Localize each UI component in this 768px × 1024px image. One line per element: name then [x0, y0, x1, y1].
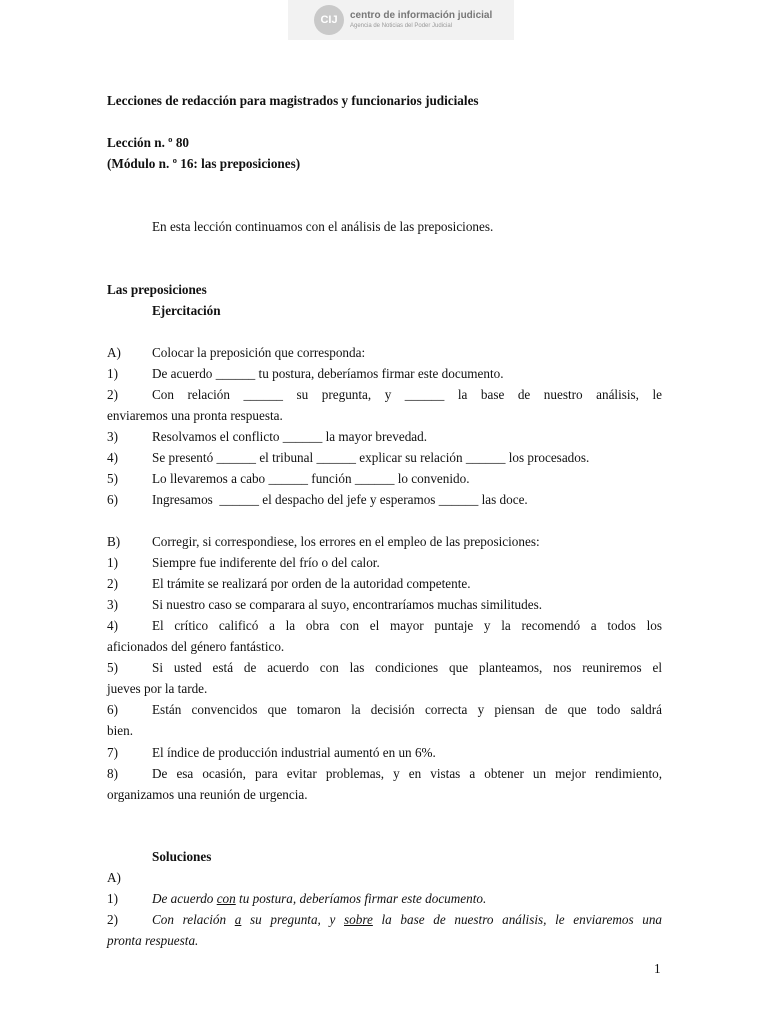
- list-item-number: 1): [107, 555, 118, 570]
- solution-text: Con relación a su pregunta, y sobre la base de nuestro análisis, le enviaremos una: [152, 912, 663, 927]
- part-a-instruction: Colocar la preposición que corresponda:: [152, 345, 366, 360]
- list-item-number: 2): [107, 387, 118, 402]
- part-b-label: B): [107, 534, 121, 549]
- header-logo: [288, 0, 514, 40]
- list-item-continuation: organizamos una reunión de urgencia.: [107, 787, 308, 802]
- list-item-text: De acuerdo ______ tu postura, deberíamos firmar este documento.: [152, 366, 504, 381]
- list-item-number: 7): [107, 745, 118, 760]
- list-item-text: Se presentó ______ el tribunal ______ explicar su relación ______ los procesados.: [152, 450, 590, 465]
- list-item-number: 3): [107, 429, 118, 444]
- solution-text: De acuerdo con tu postura, deberíamos firmar este documento.: [152, 891, 487, 906]
- logo-subtitle: Agencia de Noticias del Poder Judicial: [350, 23, 453, 29]
- list-item-text: Si usted está de acuerdo con las condiciones que planteamos, nos reuniremos el: [152, 660, 662, 675]
- solution-number: 1): [107, 891, 118, 906]
- list-item-number: 3): [107, 597, 118, 612]
- intro-text: En esta lección continuamos con el análisis de las preposiciones.: [152, 219, 494, 234]
- list-item-continuation: jueves por la tarde.: [107, 681, 208, 696]
- solution-answer: sobre: [344, 912, 373, 927]
- list-item-text: Lo llevaremos a cabo ______ función ______ lo convenido.: [152, 471, 470, 486]
- list-item-text: Con relación ______ su pregunta, y ______ la base de nuestro análisis, le: [152, 387, 662, 402]
- list-item-text: El crítico calificó a la obra con el mayor puntaje y la recomendó a todos los: [152, 618, 662, 633]
- list-item-text: Resolvamos el conflicto ______ la mayor brevedad.: [152, 429, 428, 444]
- cij-logo-icon: CIJ: [314, 5, 344, 35]
- list-item-number: 5): [107, 471, 118, 486]
- part-a-label: A): [107, 345, 121, 360]
- list-item-text: El índice de producción industrial aumentó en un 6%.: [152, 745, 436, 760]
- solution-number: 2): [107, 912, 118, 927]
- list-item-continuation: enviaremos una pronta respuesta.: [107, 408, 283, 423]
- section-heading: Las preposiciones: [107, 282, 207, 297]
- list-item-text: Si nuestro caso se comparara al suyo, encontraríamos muchas similitudes.: [152, 597, 543, 612]
- solution-answer: con: [216, 891, 236, 906]
- list-item-number: 6): [107, 702, 118, 717]
- solution-answer: a: [234, 912, 242, 927]
- logo-title: centro de información judicial: [350, 10, 493, 21]
- module-label: (Módulo n. º 16: las preposiciones): [107, 156, 301, 171]
- list-item-number: 8): [107, 766, 118, 781]
- list-item-number: 4): [107, 618, 118, 633]
- solutions-a-label: A): [107, 870, 121, 885]
- lesson-number: Lección n. º 80: [107, 135, 190, 150]
- list-item-text: Están convencidos que tomaron la decisión correcta y piensan de que todo saldrá: [152, 702, 662, 717]
- list-item-text: De esa ocasión, para evitar problemas, y en vistas a obtener un mejor rendimiento,: [152, 766, 662, 781]
- document-title: Lecciones de redacción para magistrados y funcionarios judiciales: [107, 93, 479, 108]
- list-item-number: 1): [107, 366, 118, 381]
- list-item-continuation: aficionados del género fantástico.: [107, 639, 285, 654]
- page-number: 1: [654, 961, 661, 976]
- list-item-number: 6): [107, 492, 118, 507]
- subsection-heading: Ejercitación: [152, 303, 221, 318]
- list-item-number: 2): [107, 576, 118, 591]
- logo-text: [350, 11, 492, 29]
- list-item-text: Siempre fue indiferente del frío o del calor.: [152, 555, 380, 570]
- list-item-number: 5): [107, 660, 118, 675]
- list-item-continuation: bien.: [107, 723, 134, 738]
- list-item-text: Ingresamos ______ el despacho del jefe y esperamos ______ las doce.: [152, 492, 528, 507]
- list-item-number: 4): [107, 450, 118, 465]
- list-item-text: El trámite se realizará por orden de la autoridad competente.: [152, 576, 471, 591]
- part-b-instruction: Corregir, si correspondiese, los errores en el empleo de las preposiciones:: [152, 534, 540, 549]
- solutions-heading: Soluciones: [152, 849, 212, 864]
- solution-continuation: pronta respuesta.: [107, 933, 199, 948]
